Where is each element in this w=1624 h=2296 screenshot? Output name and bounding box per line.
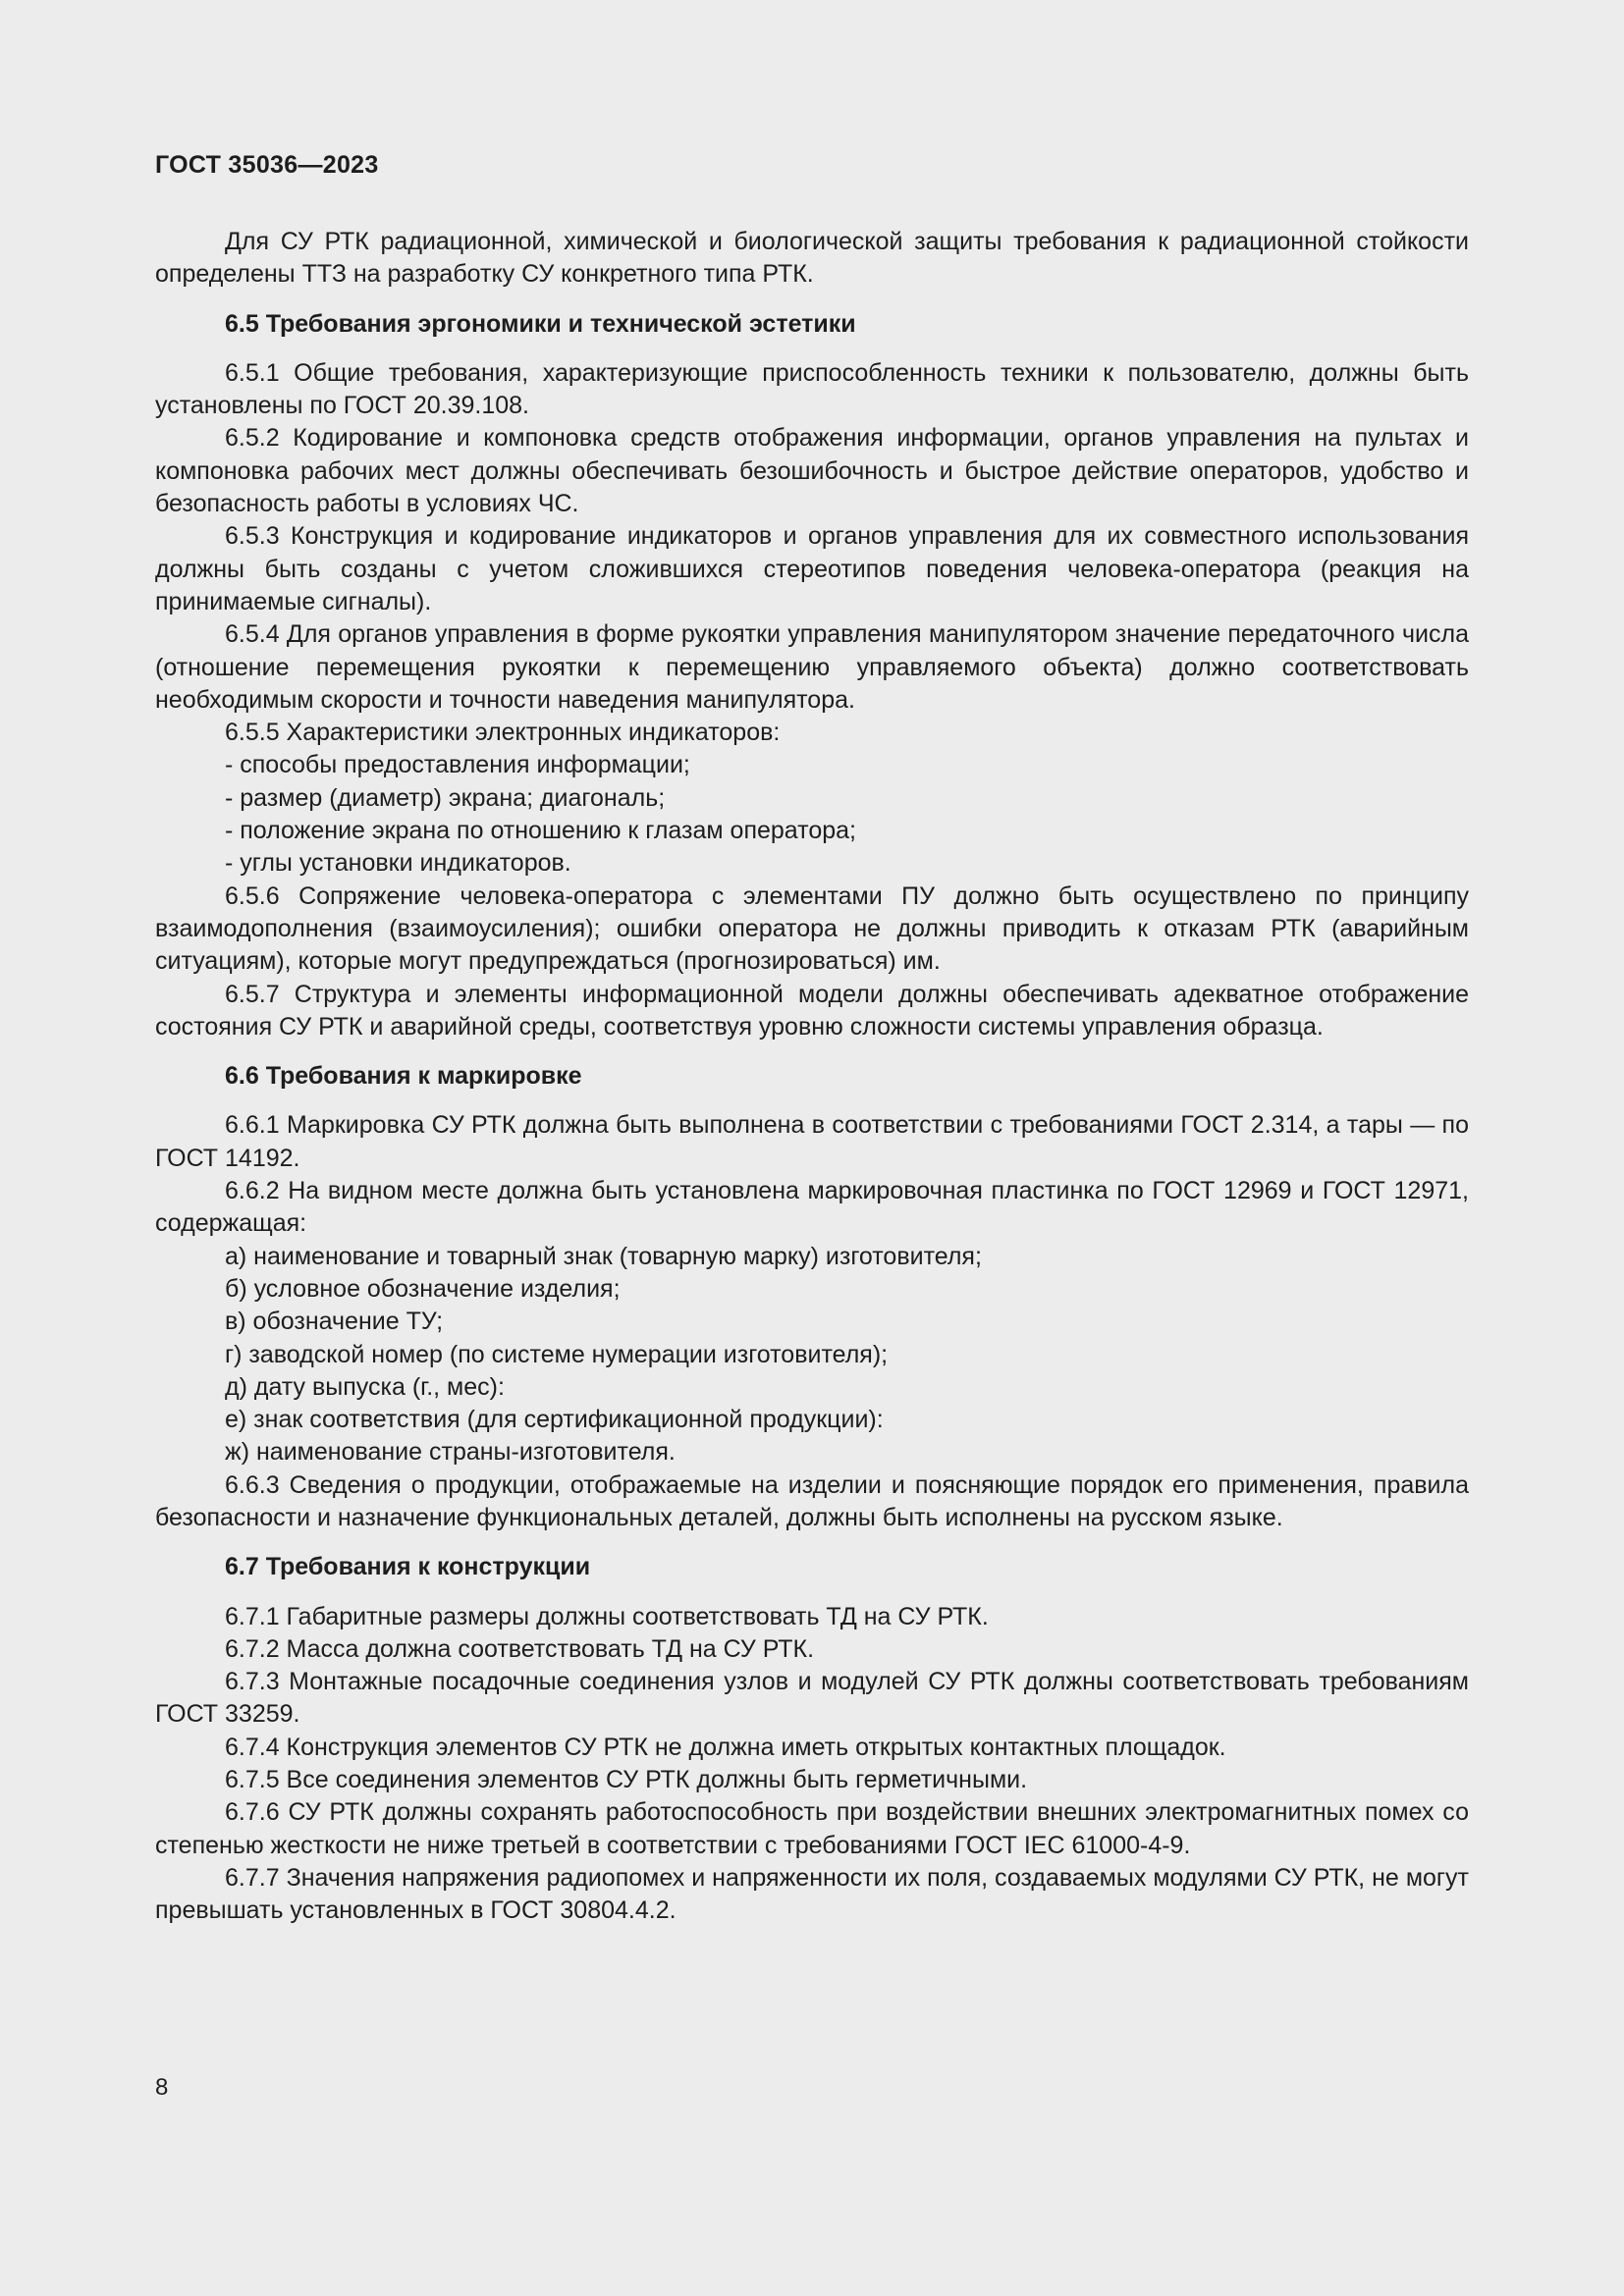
paragraph-6-5-6: 6.5.6 Сопряжение человека-оператора с элементами ПУ должно быть осуществлено по принципу взаимодополнения (взаимоусиления); ошибки оператора не должны приводить к отказам РТК (аварийным ситуациям), которые могут предупреждаться (прогнозироваться) им. [155, 881, 1469, 976]
section-heading-6-5: 6.5 Требования эргономики и технической эстетики [225, 309, 856, 338]
paragraph-6-5-3: 6.5.3 Конструкция и кодирование индикаторов и органов управления для их совместного использования должны быть созданы с учетом сложившихся стереотипов поведения человека-оператора (реакция на принимаемые сигналы). [155, 522, 1469, 615]
section-heading-6-7: 6.7 Требования к конструкции [225, 1553, 591, 1581]
list-item: г) заводской номер (по системе нумерации изготовителя); [225, 1340, 889, 1368]
paragraph-6-5-7: 6.5.7 Структура и элементы информационной модели должны обеспечивать адекватное отображение состояния СУ РТК и аварийной среды, соответствуя уровню сложности системы управления образца. [155, 980, 1469, 1041]
paragraph-6-5-2: 6.5.2 Кодирование и компоновка средств отображения информации, органов управления на пультах и компоновка рабочих мест должны обеспечивать безошибочность и быстрое действие операторов, удобство и безопасность работы в условиях ЧС. [155, 424, 1469, 518]
paragraph-6-5-5: 6.5.5 Характеристики электронных индикаторов: [225, 719, 781, 747]
list-item: е) знак соответствия (для сертификационной продукции): [225, 1406, 884, 1434]
page-body [155, 226, 1469, 1928]
paragraph-6-7-7: 6.7.7 Значения напряжения радиопомех и напряженности их поля, создаваемых модулями СУ РТК, не могут превышать установленных в ГОСТ 30804.4.2. [155, 1863, 1469, 1925]
paragraph-6-7-5: 6.7.5 Все соединения элементов СУ РТК должны быть герметичными. [225, 1766, 1028, 1794]
section-heading-6-6: 6.6 Требования к маркировке [225, 1062, 582, 1091]
list-item: а) наименование и товарный знак (товарную марку) изготовителя; [225, 1242, 982, 1270]
paragraph-6-6-3: 6.6.3 Сведения о продукции, отображаемые на изделии и поясняющие порядок его применения, правила безопасности и назначение функциональных деталей, должны быть исполнены на русском языке. [155, 1470, 1469, 1531]
paragraph-6-6-1: 6.6.1 Маркировка СУ РТК должна быть выполнена в соответствии с требованиями ГОСТ 2.314, а тары — по ГОСТ 14192. [155, 1111, 1469, 1172]
paragraph-6-5-4: 6.5.4 Для органов управления в форме рукоятки управления манипулятором значение передаточного числа (отношение перемещения рукоятки к перемещению управляемого объекта) должно соответствовать необходимым скорости и точности наведения манипулятора. [155, 620, 1469, 714]
paragraph-6-7-1: 6.7.1 Габаритные размеры должны соответствовать ТД на СУ РТК. [225, 1602, 989, 1630]
paragraph-6-7-3: 6.7.3 Монтажные посадочные соединения узлов и модулей СУ РТК должны соответствовать требованиям ГОСТ 33259. [155, 1668, 1469, 1729]
paragraph-6-5-1: 6.5.1 Общие требования, характеризующие приспособленность техники к пользователю, должны быть установлены по ГОСТ 20.39.108. [155, 358, 1469, 420]
list-item: д) дату выпуска (г., мес): [225, 1372, 505, 1401]
list-item: - размер (диаметр) экрана; диагональ; [225, 783, 666, 812]
list-item: в) обозначение ТУ; [225, 1308, 444, 1336]
list-item: - положение экрана по отношению к глазам оператора; [225, 817, 856, 845]
intro-paragraph: Для СУ РТК радиационной, химической и биологической защиты требования к радиационной стойкости определены ТТЗ на разработку СУ конкретного типа РТК. [155, 228, 1469, 289]
list-item: - углы установки индикаторов. [225, 849, 571, 878]
paragraph-6-7-4: 6.7.4 Конструкция элементов СУ РТК не должна иметь открытых контактных площадок. [225, 1733, 1226, 1761]
paragraph-6-7-6: 6.7.6 СУ РТК должны сохранять работоспособность при воздействии внешних электромагнитных помех со степенью жесткости не ниже третьей в соответствии с требованиями ГОСТ IEC 61000-4-9. [155, 1798, 1469, 1859]
paragraph-6-6-2: 6.6.2 На видном месте должна быть установлена маркировочная пластинка по ГОСТ 12969 и ГОСТ 12971, содержащая: [155, 1177, 1469, 1238]
list-item: - способы предоставления информации; [225, 751, 690, 779]
paragraph-6-7-2: 6.7.2 Масса должна соответствовать ТД на СУ РТК. [225, 1634, 815, 1663]
list-item: б) условное обозначение изделия; [225, 1274, 621, 1303]
list-item: ж) наименование страны-изготовителя. [225, 1438, 676, 1467]
document-header: ГОСТ 35036—2023 [155, 151, 379, 179]
page-number: 8 [155, 2074, 169, 2101]
